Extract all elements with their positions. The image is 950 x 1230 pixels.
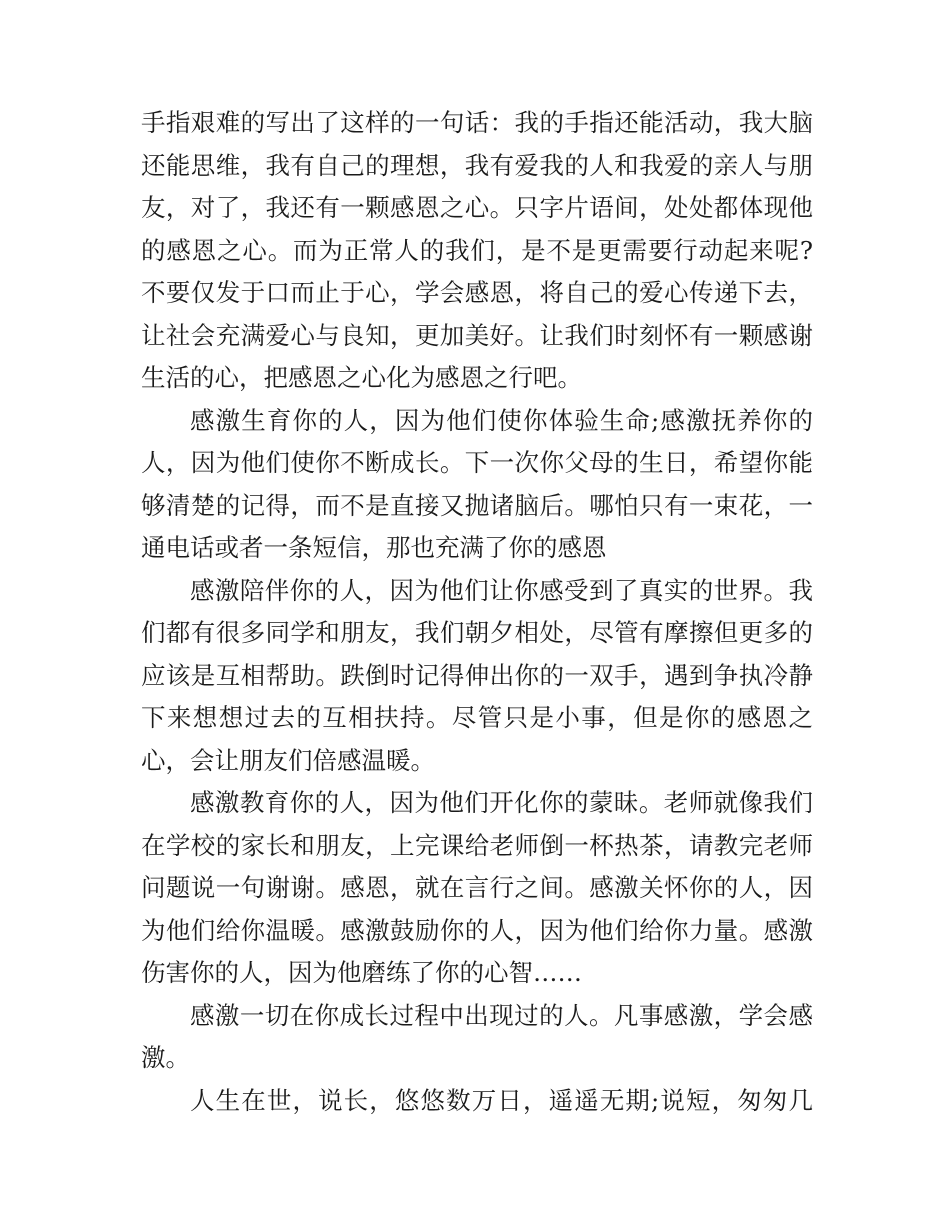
text-line: 生活的心，把感恩之心化为感恩之行吧。	[141, 363, 582, 392]
text-line: 通电话或者一条短信，那也充满了你的感恩	[141, 533, 607, 562]
text-line: 为他们给你温暖。感激鼓励你的人，因为他们给你力量。感激	[141, 915, 813, 945]
paragraph	[141, 782, 813, 995]
text-line: 在学校的家长和朋友，上完课给老师倒一杯热茶，请教完老师	[141, 830, 813, 860]
text-line: 的感恩之心。而为正常人的我们，是不是更需要行动起来呢?	[141, 235, 813, 265]
paragraph	[141, 400, 813, 570]
text-line: 激。	[141, 1043, 190, 1072]
text-line: 心，会让朋友们倍感温暖。	[141, 745, 435, 775]
text-line: 们都有很多同学和朋友，我们朝夕相处，尽管有摩擦但更多的	[141, 618, 813, 647]
paragraph	[141, 995, 813, 1080]
paragraph	[141, 570, 813, 783]
paragraph	[141, 102, 813, 400]
text-line: 感激教育你的人，因为他们开化你的蒙昧。老师就像我们	[190, 788, 813, 817]
text-line: 人，因为他们使你不断成长。下一次你父母的生日，希望你能	[141, 448, 813, 477]
text-line: 人生在世，说长，悠悠数万日，遥遥无期;说短，匆匆几	[190, 1085, 813, 1115]
text-line: 感激一切在你成长过程中出现过的人。凡事感激，学会感	[190, 1000, 813, 1030]
text-line: 感激陪伴你的人，因为他们让你感受到了真实的世界。我	[190, 575, 813, 605]
text-line: 伤害你的人，因为他磨练了你的心智……	[141, 958, 582, 987]
text-line: 还能思维，我有自己的理想，我有爱我的人和我爱的亲人与朋	[141, 150, 813, 180]
body-text	[141, 102, 813, 1122]
text-line: 不要仅发于口而止于心，学会感恩，将自己的爱心传递下去，	[141, 278, 813, 307]
text-line: 应该是互相帮助。跌倒时记得伸出你的一双手，遇到争执冷静	[141, 660, 813, 690]
text-line: 让社会充满爱心与良知，更加美好。让我们时刻怀有一颗感谢	[141, 320, 813, 350]
text-line: 感激生育你的人，因为他们使你体验生命;感激抚养你的	[190, 405, 813, 435]
text-line: 下来想想过去的互相扶持。尽管只是小事，但是你的感恩之	[141, 703, 813, 732]
text-line: 问题说一句谢谢。感恩，就在言行之间。感激关怀你的人，因	[141, 873, 813, 902]
paragraph	[141, 1080, 813, 1123]
text-line: 够清楚的记得，而不是直接又抛诸脑后。哪怕只有一束花，一	[141, 490, 813, 520]
text-line: 手指艰难的写出了这样的一句话：我的手指还能活动，我大脑	[141, 108, 813, 137]
text-line: 友，对了，我还有一颗感恩之心。只字片语间，处处都体现他	[141, 193, 813, 222]
